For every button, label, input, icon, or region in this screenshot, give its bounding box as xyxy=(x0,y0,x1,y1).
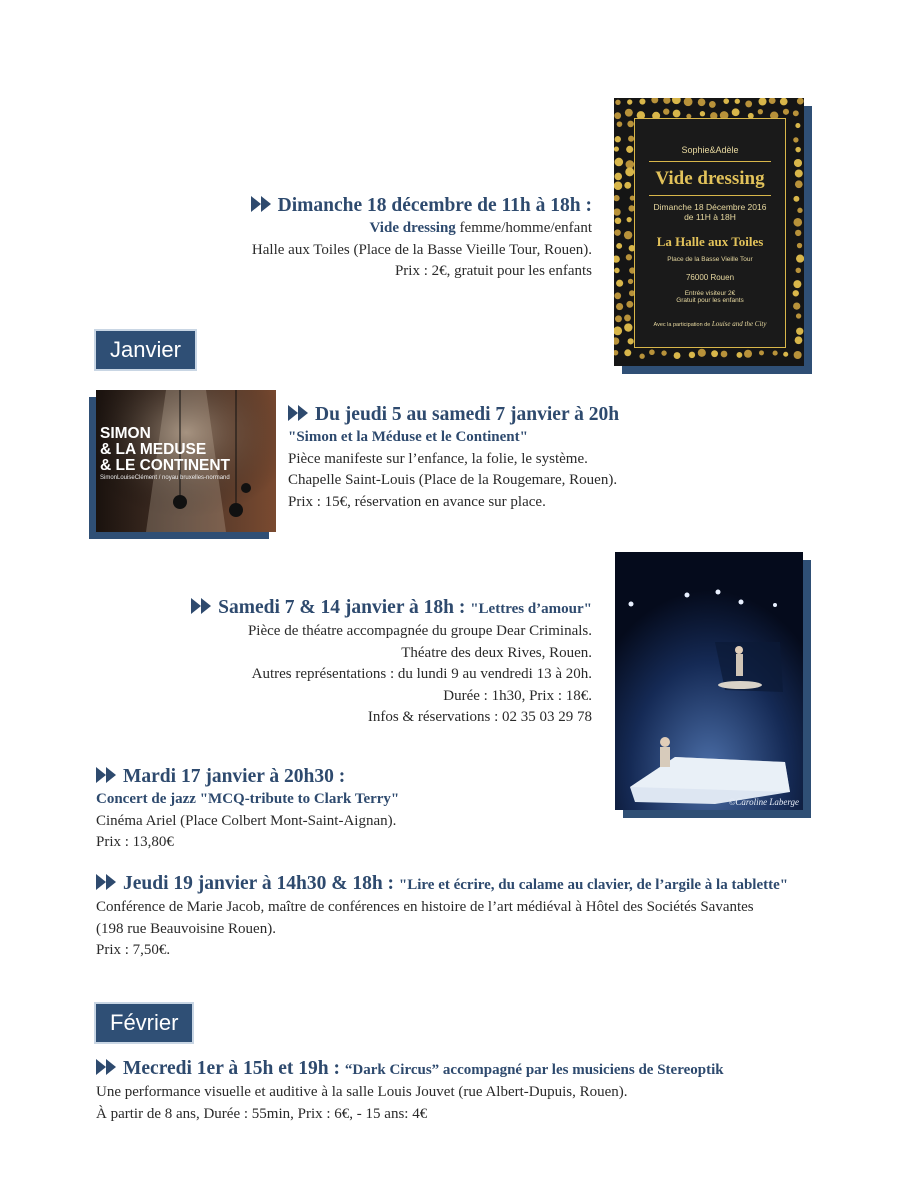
event-info: Infos & réservations : 02 35 03 29 78 xyxy=(367,709,592,725)
poster-entry: Entrée visiteur 2€ xyxy=(684,290,736,297)
event-jazz xyxy=(96,765,399,854)
event-desc: Pièce manifeste sur l’enfance, la folie, le système. xyxy=(288,450,588,467)
poster-venue: La Halle aux Toiles xyxy=(656,234,764,249)
event-heading: Du jeudi 5 au samedi 7 janvier à 20h xyxy=(315,404,620,425)
event-other-dates: Autres représentations : du lundi 9 au vendredi 13 à 20h. xyxy=(251,666,592,682)
poster-place: Place de la Basse Vieille Tour xyxy=(667,256,753,263)
event-heading: Dimanche 18 décembre de 11h à 18h : xyxy=(277,195,592,216)
event-price: À partir de 8 ans, Durée : 55min, Prix : 6€, - 15 ans: 4€ xyxy=(96,1105,428,1122)
event-desc: Conférence de Marie Jacob, maître de conférences en histoire de l’art médiéval à Hôtel des Sociétés Savantes xyxy=(96,899,754,915)
simon-image-title-3: & LE CONTINENT xyxy=(100,457,231,474)
event-lire-ecrire xyxy=(96,872,788,962)
event-title: Vide dressing xyxy=(369,220,456,236)
double-arrow-icon xyxy=(191,598,213,614)
event-title: “Dark Circus” accompagné par les musiciens de Stereoptik xyxy=(344,1062,724,1078)
stage-photo xyxy=(615,552,803,810)
poster-title: Vide dressing xyxy=(655,168,765,189)
event-title: "Lire et écrire, du calame au clavier, de l’argile à la tablette" xyxy=(398,877,789,893)
event-vide-dressing xyxy=(251,194,592,283)
event-price: Prix : 2€, gratuit pour les enfants xyxy=(394,263,592,279)
simon-image-title-2: & LA MEDUSE xyxy=(100,441,207,458)
event-title-rest: femme/homme/enfant xyxy=(455,220,592,236)
poster-city: 76000 Rouen xyxy=(685,273,735,282)
poster-date: Dimanche 18 Décembre 2016 xyxy=(653,202,767,212)
double-arrow-icon xyxy=(96,767,118,783)
event-heading: Jeudi 19 janvier à 14h30 & 18h : xyxy=(123,873,395,894)
event-simon xyxy=(288,403,619,513)
vide-dressing-poster xyxy=(614,98,804,366)
lettres-photo xyxy=(615,552,803,810)
simon-image-credit: SimonLouiseClément / noyau bruxelles-normand xyxy=(100,475,230,481)
simon-image-title-1: SIMON xyxy=(100,425,151,442)
event-price: Prix : 15€, réservation en avance sur place. xyxy=(288,493,546,510)
poster-top: Sophie&Adèle xyxy=(681,145,739,155)
simon-poster-image xyxy=(96,390,276,532)
double-arrow-icon xyxy=(288,405,310,421)
poster-frame xyxy=(634,118,786,348)
event-location: Halle aux Toiles (Place de la Basse Vieille Tour, Rouen). xyxy=(251,241,592,258)
month-banner-janvier: Janvier xyxy=(96,331,195,369)
poster-partner: Louise and the City xyxy=(711,320,767,328)
poster-hours: de 11H à 18H xyxy=(684,212,736,222)
poster-free: Gratuit pour les enfants xyxy=(676,297,744,304)
photo-credit: ©Caroline Laberge xyxy=(728,797,799,807)
event-heading: Samedi 7 & 14 janvier à 18h : xyxy=(218,597,466,618)
event-price: Prix : 7,50€. xyxy=(96,942,171,958)
double-arrow-icon xyxy=(96,1059,118,1075)
event-location: Théatre des deux Rives, Rouen. xyxy=(401,644,592,661)
event-price: Durée : 1h30, Prix : 18€. xyxy=(443,687,592,704)
event-price: Prix : 13,80€ xyxy=(96,834,174,850)
event-desc: Une performance visuelle et auditive à la salle Louis Jouvet (rue Albert-Dupuis, Rouen). xyxy=(96,1084,628,1100)
double-arrow-icon xyxy=(251,196,273,212)
month-banner-fevrier: Février xyxy=(96,1004,192,1042)
event-title: Concert de jazz "MCQ-tribute to Clark Terry" xyxy=(96,791,400,807)
event-heading: Mecredi 1er à 15h et 19h : xyxy=(123,1058,340,1079)
event-desc: Pièce de théatre accompagnée du groupe Dear Criminals. xyxy=(247,623,592,639)
event-title: "Lettres d’amour" xyxy=(470,601,592,617)
event-lettres xyxy=(191,596,592,729)
poster-partner-prefix: Avec la participation de xyxy=(653,322,711,328)
event-heading: Mardi 17 janvier à 20h30 : xyxy=(123,766,346,787)
event-dark-circus xyxy=(96,1057,724,1125)
event-location: Cinéma Ariel (Place Colbert Mont-Saint-Aignan). xyxy=(96,812,397,829)
event-title: "Simon et la Méduse et le Continent" xyxy=(288,429,528,445)
event-location: (198 rue Beauvoisine Rouen). xyxy=(96,920,276,937)
double-arrow-icon xyxy=(96,874,118,890)
event-location: Chapelle Saint-Louis (Place de la Rougemare, Rouen). xyxy=(288,472,618,488)
